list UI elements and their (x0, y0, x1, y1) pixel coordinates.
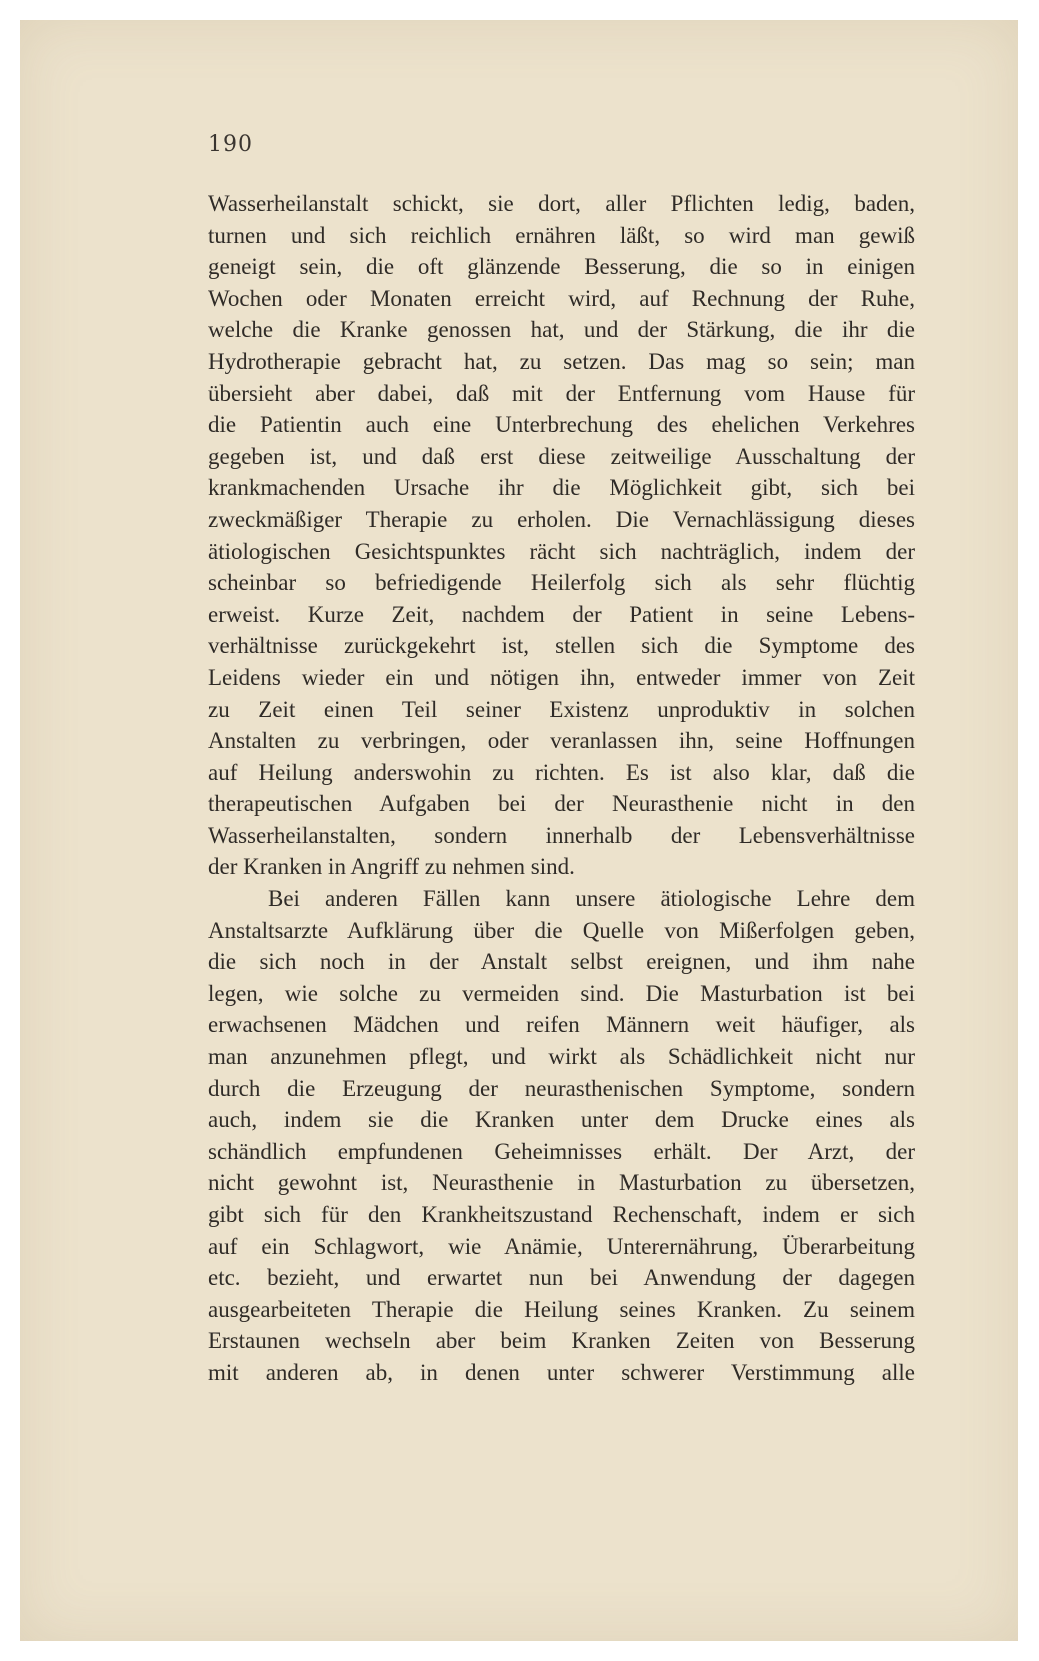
text-line: geneigt sein, die oft glänzende Besserung, die so in einigen (208, 254, 915, 280)
text-line: turnen und sich reichlich ernähren läßt, so wird man gewiß (208, 222, 915, 248)
text-line: scheinbar so befriedigende Heilerfolg sich als sehr flüchtig (208, 570, 915, 596)
text-line: gegeben ist, und daß erst diese zeitweilige Ausschaltung der (208, 443, 915, 469)
text-line: etc. bezieht, und erwartet nun bei Anwendung der dagegen (208, 1265, 915, 1291)
text-line: zu Zeit einen Teil seiner Existenz unproduktiv in solchen (208, 696, 915, 722)
page-number: 190 (208, 132, 253, 157)
text-line: legen, wie solche zu vermeiden sind. Die Masturbation ist bei (208, 980, 915, 1006)
text-line: Wochen oder Monaten erreicht wird, auf Rechnung der Ruhe, (208, 285, 915, 311)
text-line: nicht gewohnt ist, Neurasthenie in Masturbation zu übersetzen, (208, 1170, 915, 1196)
text-line: auf ein Schlagwort, wie Anämie, Unterernährung, Überarbeitung (208, 1233, 915, 1259)
body-text (208, 188, 915, 1389)
text-line: welche die Kranke genossen hat, und der Stärkung, die ihr die (208, 317, 915, 343)
text-line: auf Heilung anderswohin zu richten. Es ist also klar, daß die (208, 759, 915, 785)
text-line: krankmachenden Ursache ihr die Möglichkeit gibt, sich bei (208, 475, 915, 501)
text-line: therapeutischen Aufgaben bei der Neurasthenie nicht in den (208, 791, 915, 817)
text-line: Hydrotherapie gebracht hat, zu setzen. Das mag so sein; man (208, 348, 915, 374)
text-line: Anstalten zu verbringen, oder veranlassen ihn, seine Hoffnungen (208, 728, 915, 754)
text-line: die Patientin auch eine Unterbrechung des ehelichen Verkehres (208, 412, 915, 438)
text-line: gibt sich für den Krankheitszustand Rechenschaft, indem er sich (208, 1202, 915, 1227)
text-line: Erstaunen wechseln aber beim Kranken Zeiten von Besserung (208, 1328, 915, 1354)
text-line: Leidens wieder ein und nötigen ihn, entweder immer von Zeit (208, 664, 915, 690)
text-line: man anzunehmen pflegt, und wirkt als Schädlichkeit nicht nur (208, 1044, 915, 1070)
text-line: durch die Erzeugung der neurasthenischen Symptome, sondern (208, 1075, 915, 1101)
text-line: erwachsenen Mädchen und reifen Männern weit häufiger, als (208, 1012, 915, 1038)
text-line: verhältnisse zurückgekehrt ist, stellen sich die Symptome des (208, 633, 915, 659)
text-line: mit anderen ab, in denen unter schwerer Verstimmung alle (208, 1359, 915, 1385)
text-line: der Kranken in Angriff zu nehmen sind. (208, 854, 575, 880)
text-line: Anstaltsarzte Aufklärung über die Quelle von Mißerfolgen geben, (208, 917, 915, 943)
text-line: übersieht aber dabei, daß mit der Entfernung vom Hause für (208, 380, 915, 406)
text-line: ätiologischen Gesichtspunktes rächt sich nachträglich, indem der (208, 538, 915, 564)
text-line: Wasserheilanstalten, sondern innerhalb der Lebensverhältnisse (208, 822, 915, 848)
text-line: Bei anderen Fällen kann unsere ätiologische Lehre dem (268, 886, 915, 912)
book-page (20, 20, 1018, 1641)
text-line: ausgearbeiteten Therapie die Heilung seines Kranken. Zu seinem (208, 1296, 915, 1322)
text-line: zweckmäßiger Therapie zu erholen. Die Vernachlässigung dieses (208, 506, 915, 532)
text-line: Wasserheilanstalt schickt, sie dort, aller Pflichten ledig, baden, (208, 191, 915, 216)
paragraph-2 (208, 883, 915, 1389)
text-line: erweist. Kurze Zeit, nachdem der Patient in seine Lebens- (208, 601, 915, 627)
text-line: auch, indem sie die Kranken unter dem Drucke eines als (208, 1107, 915, 1133)
text-line: schändlich empfundenen Geheimnisses erhält. Der Arzt, der (208, 1138, 915, 1164)
paragraph-1 (208, 188, 915, 883)
text-line: die sich noch in der Anstalt selbst ereignen, und ihm nahe (208, 949, 915, 975)
